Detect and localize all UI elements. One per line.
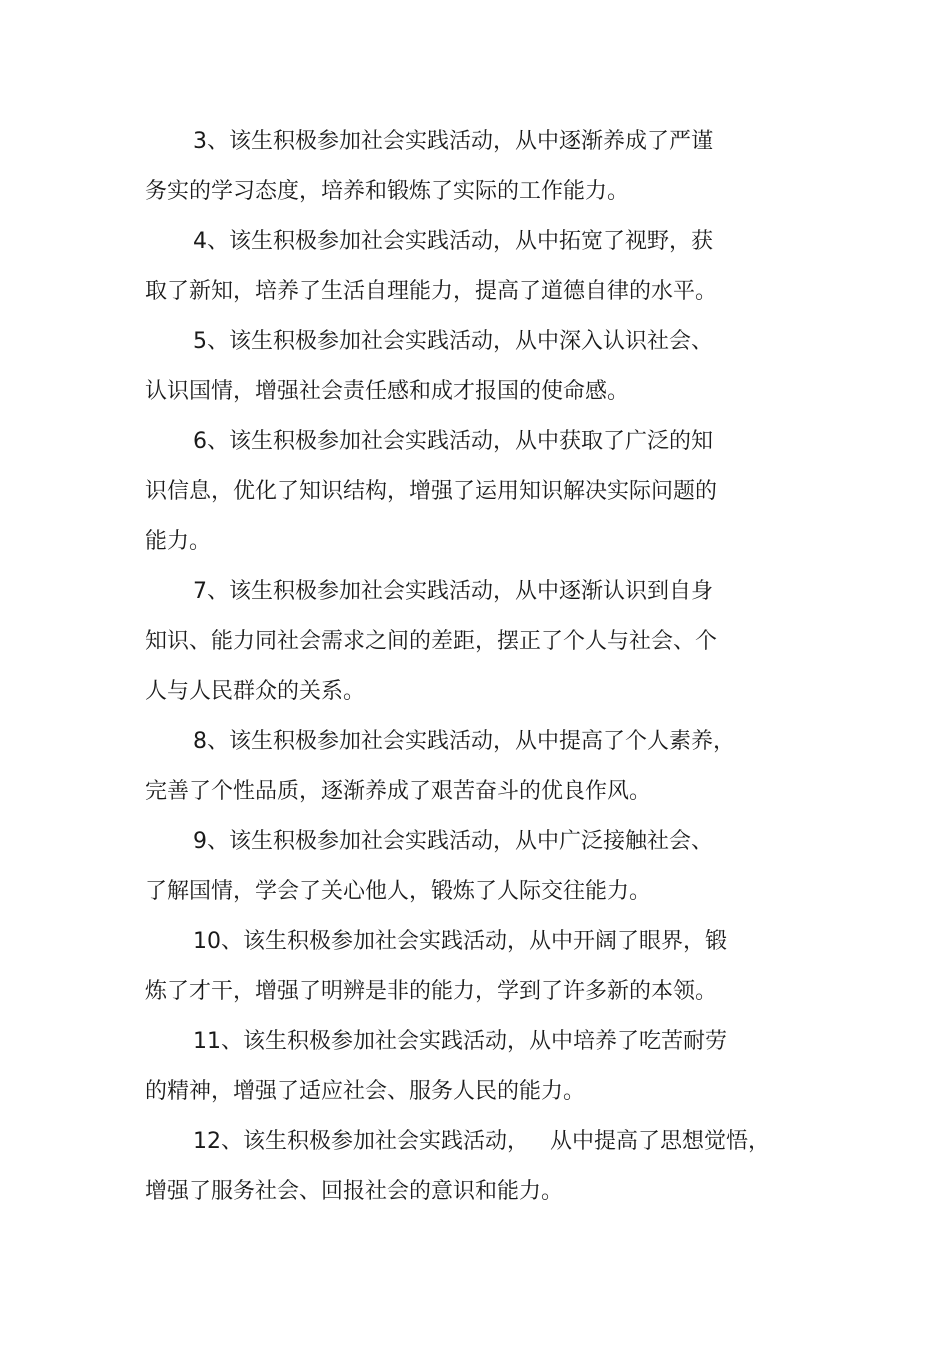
paragraph-line: 知识、能力同社会需求之间的差距，摆正了个人与社会、个 [145,629,718,654]
paragraph-line: 完善了个性品质，逐渐养成了艰苦奋斗的优良作风。 [145,779,652,804]
paragraph-line: 8、该生积极参加社会实践活动，从中提高了个人素养， [193,729,735,754]
paragraph-line: 12、该生积极参加社会实践活动， 从中提高了思想觉悟， [193,1129,770,1154]
paragraph-line: 识信息，优化了知识结构，增强了运用知识解决实际问题的 [145,479,718,504]
paragraph-line: 6、该生积极参加社会实践活动，从中获取了广泛的知 [193,429,713,454]
paragraph-line: 10、该生积极参加社会实践活动，从中开阔了眼界，锻 [193,929,727,954]
paragraph-line: 炼了才干，增强了明辨是非的能力，学到了许多新的本领。 [145,979,718,1004]
paragraph-line: 5、该生积极参加社会实践活动，从中深入认识社会、 [193,329,713,354]
paragraph-line: 9、该生积极参加社会实践活动，从中广泛接触社会、 [193,829,713,854]
paragraph-line: 的精神，增强了适应社会、服务人民的能力。 [145,1079,586,1104]
paragraph-line: 了解国情，学会了关心他人，锻炼了人际交往能力。 [145,879,652,904]
paragraph-line: 11、该生积极参加社会实践活动，从中培养了吃苦耐劳 [193,1029,727,1054]
paragraph-line: 7、该生积极参加社会实践活动，从中逐渐认识到自身 [193,579,713,604]
paragraph-line: 能力。 [145,529,212,554]
paragraph-line: 认识国情，增强社会责任感和成才报国的使命感。 [145,379,630,404]
paragraph-line: 4、该生积极参加社会实践活动，从中拓宽了视野，获 [193,229,713,254]
paragraph-line: 取了新知，培养了生活自理能力，提高了道德自律的水平。 [145,279,718,304]
paragraph-line: 务实的学习态度，培养和锻炼了实际的工作能力。 [145,179,630,204]
paragraph-line: 增强了服务社会、回报社会的意识和能力。 [145,1179,564,1204]
paragraph-line: 3、该生积极参加社会实践活动，从中逐渐养成了严谨 [193,129,713,154]
paragraph-line: 人与人民群众的关系。 [145,679,366,704]
